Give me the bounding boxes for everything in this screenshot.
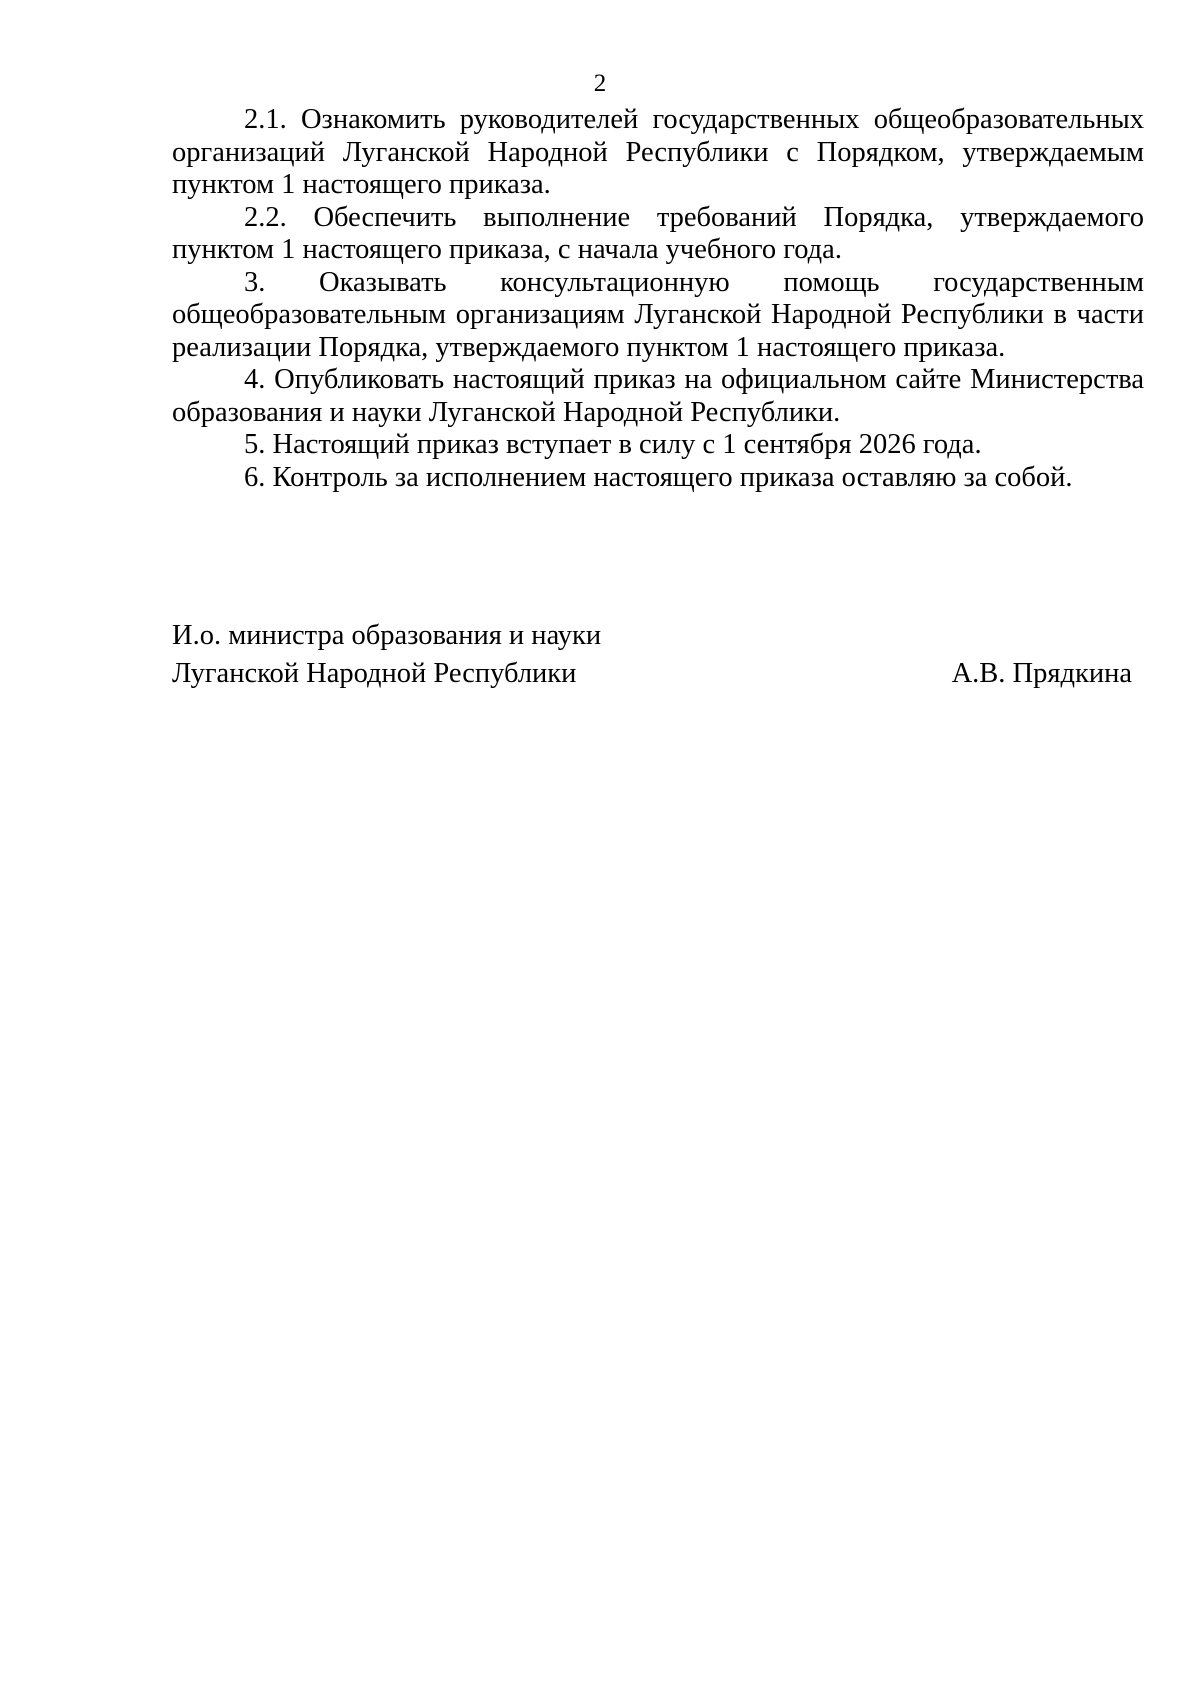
signature-position-row-2 bbox=[172, 655, 1132, 693]
paragraph-2-1: 2.1. Ознакомить руководителей государственных общеобразовательных организаций Луганской Народной Республики с Порядком, утверждаемым пунктом 1 настоящего приказа. bbox=[172, 104, 1144, 200]
paragraph-4: 4. Опубликовать настоящий приказ на официальном сайте Министерства образования и науки Луганской Народной Республики. bbox=[172, 364, 1144, 428]
paragraph-3: 3. Оказывать консультационную помощь государственным общеобразовательным организациям Луганской Народной Республики в части реализации Порядка, утверждаемого пунктом 1 настоящего приказа. bbox=[172, 266, 1144, 363]
signature-block bbox=[172, 617, 1132, 693]
signatory-name: А.В. Прядкина bbox=[951, 658, 1132, 689]
signature-position-line-2: Луганской Народной Республики bbox=[172, 658, 577, 689]
document-body bbox=[172, 104, 1144, 494]
page-number: 2 bbox=[593, 70, 607, 97]
paragraph-6: 6. Контроль за исполнением настоящего приказа оставляю за собой. bbox=[244, 461, 1073, 493]
paragraph-5: 5. Настоящий приказ вступает в силу с 1 сентября 2026 года. bbox=[244, 429, 982, 460]
signature-position-row-1 bbox=[172, 617, 1132, 655]
signature-position-line-1: И.о. министра образования и науки bbox=[172, 620, 602, 651]
paragraph-2-2: 2.2. Обеспечить выполнение требований Порядка, утверждаемого пунктом 1 настоящего приказа, с начала учебного года. bbox=[172, 201, 1144, 265]
